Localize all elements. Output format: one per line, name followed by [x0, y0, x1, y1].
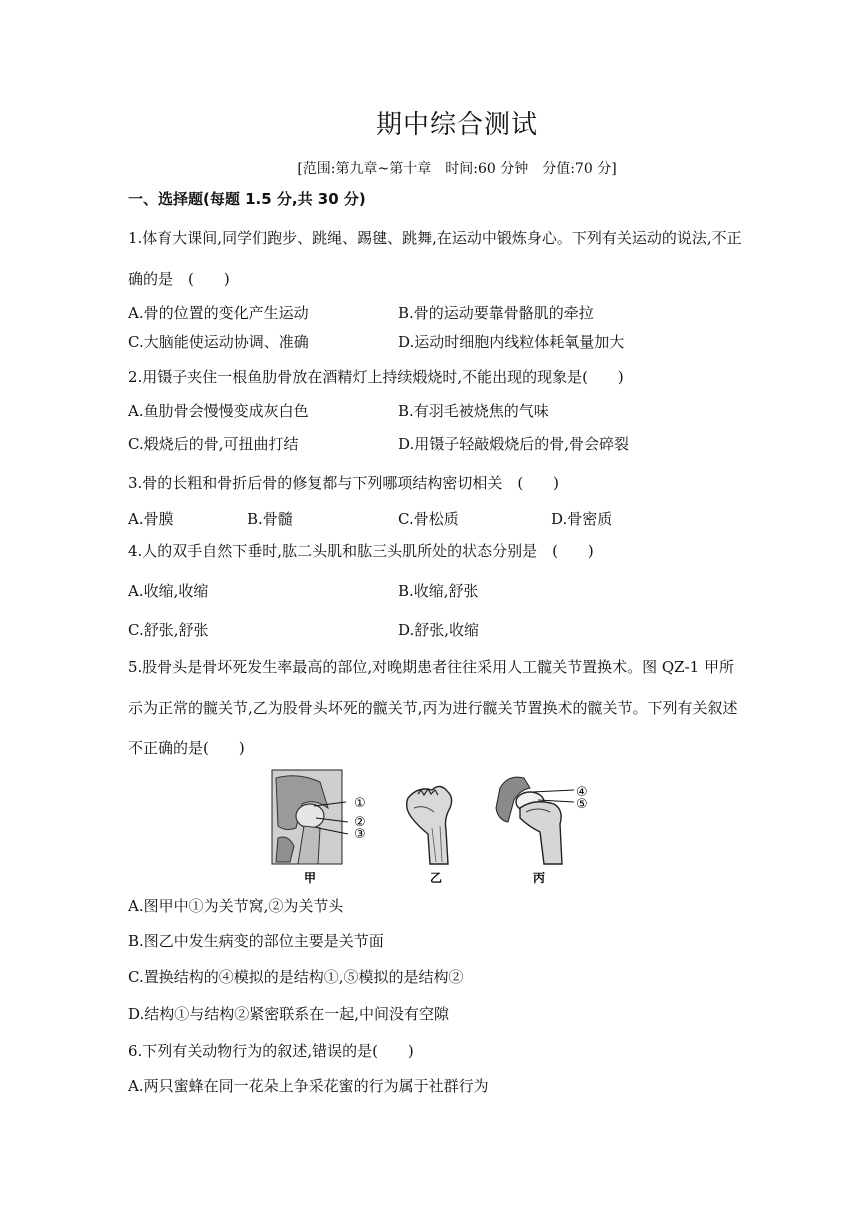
- question-2-option-d: D.用镊子轻敲煅烧后的骨,骨会碎裂: [398, 435, 630, 453]
- question-1-line-1: 1.体育大课间,同学们跑步、跳绳、踢毽、跳舞,在运动中锻炼身心。下列有关运动的说法,不正: [128, 229, 742, 247]
- marker-4: ④: [576, 785, 588, 800]
- exam-meta: [范围:第九章~第十章 时间:60 分钟 分值:70 分]: [297, 161, 617, 177]
- question-5-line-3: 不正确的是( ): [128, 739, 245, 757]
- figure-panel-jia: [272, 770, 348, 864]
- question-1-line-2: 确的是 ( ): [128, 270, 230, 288]
- question-3-option-b: B.骨髓: [247, 510, 293, 528]
- question-1-option-b: B.骨的运动要靠骨骼肌的牵拉: [398, 304, 594, 322]
- question-4-option-d: D.舒张,收缩: [398, 621, 480, 639]
- question-4-option-a: A.收缩,收缩: [128, 582, 209, 600]
- question-3-line-1: 3.骨的长粗和骨折后骨的修复都与下列哪项结构密切相关 ( ): [128, 474, 560, 492]
- question-6-option-a: A.两只蜜蜂在同一花朵上争采花蜜的行为属于社群行为: [128, 1077, 489, 1095]
- marker-5: ⑤: [576, 797, 588, 812]
- page-title: 期中综合测试: [375, 110, 538, 140]
- question-5-option-c: C.置换结构的④模拟的是结构①,⑤模拟的是结构②: [128, 968, 464, 986]
- question-6-line-1: 6.下列有关动物行为的叙述,错误的是( ): [128, 1042, 414, 1060]
- question-2-option-a: A.鱼肋骨会慢慢变成灰白色: [128, 402, 309, 420]
- figure-label-bing: 丙: [533, 871, 546, 885]
- question-3-option-c: C.骨松质: [398, 510, 459, 528]
- figure-label-yi: 乙: [430, 871, 443, 885]
- figure-label-jia: 甲: [304, 871, 317, 885]
- marker-2: ②: [354, 815, 366, 830]
- question-2-line-1: 2.用镊子夹住一根鱼肋骨放在酒精灯上持续煅烧时,不能出现的现象是( ): [128, 368, 624, 386]
- question-4-option-c: C.舒张,舒张: [128, 621, 209, 639]
- figure-panel-bing: [496, 777, 574, 864]
- question-5-option-a: A.图甲中①为关节窝,②为关节头: [128, 897, 344, 915]
- marker-3: ③: [354, 827, 366, 842]
- question-3-option-d: D.骨密质: [551, 510, 613, 528]
- question-5-option-d: D.结构①与结构②紧密联系在一起,中间没有空隙: [128, 1005, 450, 1023]
- hip-joint-figure: [268, 768, 608, 886]
- question-1-option-a: A.骨的位置的变化产生运动: [128, 304, 309, 322]
- question-2-option-c: C.煅烧后的骨,可扭曲打结: [128, 435, 299, 453]
- question-2-option-b: B.有羽毛被烧焦的气味: [398, 402, 549, 420]
- question-5-line-1: 5.股骨头是骨坏死发生率最高的部位,对晚期患者往往采用人工髋关节置换术。图 QZ-1 甲所: [128, 658, 734, 676]
- question-3-option-a: A.骨膜: [128, 510, 174, 528]
- question-5-line-2: 示为正常的髋关节,乙为股骨头坏死的髋关节,丙为进行髋关节置换术的髋关节。下列有关叙述: [128, 699, 738, 717]
- figure-panel-yi: [407, 786, 452, 864]
- question-4-line-1: 4.人的双手自然下垂时,肱二头肌和肱三头肌所处的状态分别是 ( ): [128, 542, 594, 560]
- question-4-option-b: B.收缩,舒张: [398, 582, 479, 600]
- section-title: 一、选择题(每题 1.5 分,共 30 分): [128, 190, 366, 208]
- marker-1: ①: [354, 796, 366, 811]
- question-5-option-b: B.图乙中发生病变的部位主要是关节面: [128, 932, 384, 950]
- question-1-option-d: D.运动时细胞内线粒体耗氧量加大: [398, 333, 625, 351]
- question-1-option-c: C.大脑能使运动协调、准确: [128, 333, 309, 351]
